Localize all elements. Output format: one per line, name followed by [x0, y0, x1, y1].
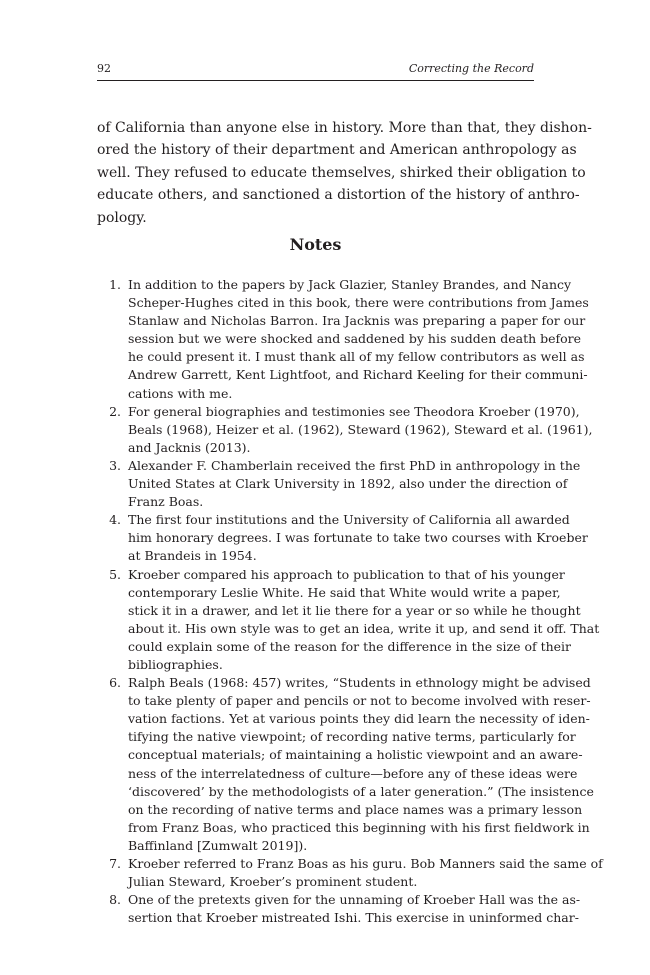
note-line: could explain some of the reason for the difference in the size of their [128, 638, 572, 654]
note-line: Alexander F. Chamberlain received the first PhD in anthropology in the [128, 457, 581, 473]
note-line: contemporary Leslie White. He said that White would write a paper, [128, 584, 561, 600]
note-line: Baffinland [Zumwalt 2019]). [128, 837, 308, 853]
body-paragraph [97, 117, 592, 229]
note-number: 4. [109, 512, 121, 528]
note-line: United States at Clark University in 1892, also under the direction of [128, 476, 568, 492]
note-line: In addition to the papers by Jack Glazier, Stanley Brandes, and Nancy [128, 277, 572, 292]
notes-list [97, 276, 603, 927]
note-number: 5. [109, 566, 121, 582]
note-number: 6. [109, 675, 121, 691]
note-line: Beals (1968), Heizer et al. (1962), Steward (1962), Steward et al. (1961), [128, 421, 593, 437]
body-line: of California than anyone else in history. More than that, they dishon- [97, 120, 592, 136]
note-line: Julian Steward, Kroeber’s prominent student. [128, 874, 418, 890]
note-item [97, 855, 603, 891]
note-item [97, 566, 600, 675]
note-line: ‘discovered’ by the methodologists of a later generation.” (The insistence [128, 783, 594, 799]
body-line: well. They refused to educate themselves, shirked their obligation to [97, 164, 586, 181]
body-line: pology. [97, 209, 147, 226]
note-number: 3. [109, 457, 121, 473]
note-line: Kroeber compared his approach to publication to that of his younger [128, 566, 565, 582]
header-rule [97, 80, 534, 81]
note-line: on the recording of native terms and place names was a primary lesson [128, 801, 583, 817]
note-line: vation factions. Yet at various points they did learn the necessity of iden- [128, 711, 590, 727]
note-line: cations with me. [128, 385, 233, 401]
notes-heading: Notes [289, 235, 342, 254]
note-line: Andrew Garrett, Kent Lightfoot, and Richard Keeling for their communi- [128, 367, 588, 383]
note-item [97, 674, 594, 855]
note-item [97, 891, 581, 927]
note-number: 7. [109, 856, 121, 871]
note-item [97, 511, 588, 565]
note-line: him honorary degrees. I was fortunate to take two courses with Kroeber [128, 530, 588, 546]
note-number: 8. [109, 892, 121, 908]
note-item [97, 457, 581, 511]
note-line: session but we were shocked and saddened by his sudden death before [128, 331, 582, 347]
note-line: Kroeber referred to Franz Boas as his guru. Bob Manners said the same of [128, 856, 603, 871]
note-line: from Franz Boas, who practiced this beginning with his first fieldwork in [128, 819, 590, 835]
note-line: about it. His own style was to get an idea, write it up, and send it off. That [128, 620, 600, 636]
note-line: to take plenty of paper and pencils or not to become involved with reser- [128, 693, 591, 709]
note-item [97, 403, 593, 457]
note-line: One of the pretexts given for the unnaming of Kroeber Hall was the as- [128, 892, 581, 908]
page-number: 92 [97, 62, 111, 75]
note-number: 1. [109, 277, 121, 292]
note-line: and Jacknis (2013). [128, 439, 251, 455]
note-line: sertion that Kroeber mistreated Ishi. This exercise in uninformed char- [128, 910, 579, 926]
note-line: bibliographies. [128, 656, 223, 672]
body-line: ored the history of their department and American anthropology as [97, 142, 577, 159]
note-line: Scheper-Hughes cited in this book, there were contributions from James [128, 295, 589, 311]
note-line: tifying the native viewpoint; of recording native terms, particularly for [128, 729, 576, 745]
note-number: 2. [109, 403, 121, 419]
note-line: Ralph Beals (1968: 457) writes, “Students in ethnology might be advised [128, 675, 591, 691]
note-line: he could present it. I must thank all of my fellow contributors as well as [128, 349, 585, 365]
note-line: at Brandeis in 1954. [128, 548, 257, 564]
running-head [97, 62, 534, 78]
note-line: stick it in a drawer, and let it lie there for a year or so while he thought [128, 602, 581, 618]
note-line: Franz Boas. [128, 494, 204, 510]
note-line: ness of the interrelatedness of culture—before any of these ideas were [128, 765, 578, 781]
note-line: For general biographies and testimonies see Theodora Kroeber (1970), [128, 403, 580, 419]
running-title: Correcting the Record [408, 62, 534, 75]
note-item [97, 276, 589, 403]
body-line: educate others, and sanctioned a distortion of the history of anthro- [97, 187, 580, 204]
note-line: conceptual materials; of maintaining a holistic viewpoint and an aware- [128, 747, 583, 763]
note-line: The first four institutions and the University of California all awarded [128, 512, 570, 528]
note-line: Stanlaw and Nicholas Barron. Ira Jacknis was preparing a paper for our [128, 313, 586, 329]
